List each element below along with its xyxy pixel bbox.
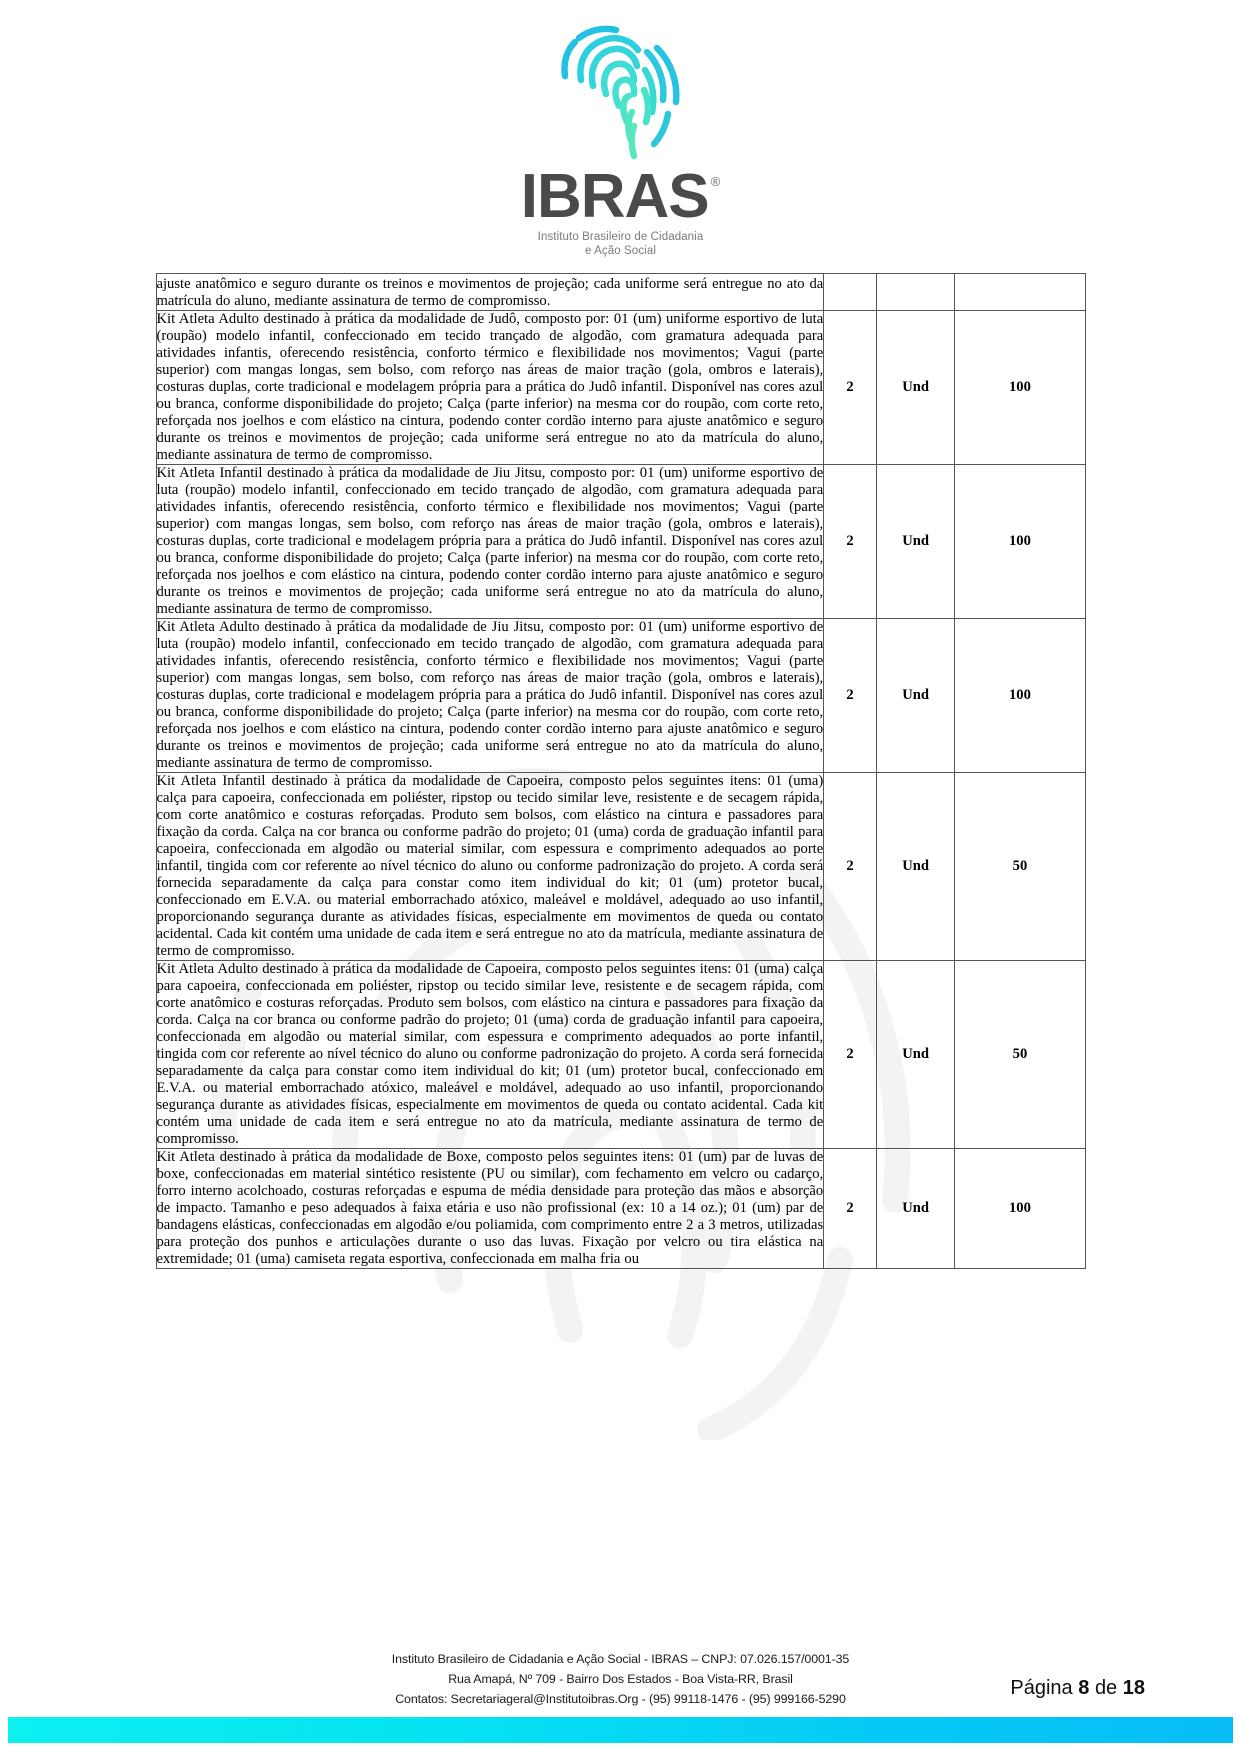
item-quantity-cell: 2 [824,1148,877,1268]
item-amount-cell: 100 [955,1148,1085,1268]
page-number-prefix: Página [1010,1677,1073,1699]
item-quantity-cell: 2 [824,464,877,618]
item-amount-cell: 100 [955,618,1085,772]
item-quantity-cell: 2 [824,960,877,1148]
item-quantity-cell: 2 [824,310,877,464]
item-description-cell: Kit Atleta Adulto destinado à prática da modalidade de Jiu Jitsu, composto por: 01 (um) uniforme esportivo de luta (roupão) modelo infantil, confeccionado em tecido trançado de algodão, com gramatura adequada para atividades infantis, oferecendo resistência, conforto térmico e flexibilidade nos movimentos; Vagui (parte superior) com mangas longas, sem bolso, com reforço nas áreas de maior tração (gola, ombros e laterais), costuras duplas, corte tradicional e modelagem própria para a prática do Judô infantil. Disponível nas cores azul ou branca, conforme disponibilidade do projeto; Calça (parte inferior) na mesma cor do roupão, com corte reto, reforçada nos joelhos e com elástico na cintura, podendo conter cordão interno para ajuste anatômico e seguro durante os treinos e movimentos de projeção; cada uniforme será entregue no ato da matrícula do aluno, mediante assinatura de termo de compromisso. [156,618,824,771]
footer-line-organization: Instituto Brasileiro de Cidadania e Ação Social - IBRAS – CNPJ: 07.026.157/0001-35 [391,1652,850,1666]
item-description-cell: Kit Atleta Infantil destinado à prática da modalidade de Jiu Jitsu, composto por: 01 (um) uniforme esportivo de luta (roupão) modelo infantil, confeccionado em tecido trançado de algodão, com gramatura adequada para atividades infantis, oferecendo resistência, conforto térmico e flexibilidade nos movimentos; Vagui (parte superior) com mangas longas, sem bolso, com reforço nas áreas de maior tração (gola, ombros e laterais), costuras duplas, corte tradicional e modelagem própria para a prática do Judô infantil. Disponível nas cores azul ou branca, conforme disponibilidade do projeto; Calça (parte inferior) na mesma cor do roupão, com corte reto, reforçada nos joelhos e com elástico na cintura, podendo conter cordão interno para ajuste anatômico e seguro durante os treinos e movimentos de projeção; cada uniforme será entregue no ato da matrícula do aluno, mediante assinatura de termo de compromisso. [156,464,824,617]
logo-tagline [538,230,704,259]
item-amount-cell: 100 [955,464,1085,618]
page-number-current: 8 [1078,1677,1090,1699]
item-unit-cell: Und [876,1148,954,1268]
table-row [156,960,1085,1148]
item-description-cell: Kit Atleta Infantil destinado à prática da modalidade de Capoeira, composto pelos seguintes itens: 01 (uma) calça para capoeira, confeccionada em poliéster, ripstop ou tecido similar leve, resistente e de secagem rápida, com corte anatômico e costuras reforçadas. Produto sem bolsos, com elástico na cintura e passadores para fixação da corda. Calça na cor branca ou conforme padrão do projeto; 01 (uma) corda de graduação infantil para capoeira, confeccionada em algodão ou material similar, com espessura e comprimento adequados ao porte infantil, tingida com cor referente ao nível técnico do aluno ou conforme padronização do projeto. A corda será fornecida separadamente da calça para constar como item individual do kit; 01 (um) protetor bucal, confeccionado em E.V.A. ou material emborrachado atóxico, maleável e moldável, adequado ao uso infantil, proporcionando segurança durante as atividades físicas, especialmente em movimentos de queda ou contato acidental. Cada kit contém uma unidade de cada item e será entregue no ato da matrícula, mediante assinatura de termo de compromisso. [156,772,824,959]
item-description-cell: ajuste anatômico e seguro durante os treinos e movimentos de projeção; cada uniforme será entregue no ato da matrícula do aluno, mediante assinatura de termo de compromisso. [156,273,824,310]
table-row [156,273,1085,310]
item-quantity-cell: 2 [824,772,877,960]
items-table-container [156,273,1086,1269]
item-quantity-cell [824,273,877,310]
item-description-cell: Kit Atleta Adulto destinado à prática da modalidade de Judô, composto por: 01 (um) uniforme esportivo de luta (roupão) modelo infantil, confeccionado em tecido trançado de algodão, com gramatura adequada para atividades infantis, oferecendo resistência, conforto térmico e flexibilidade nos movimentos; Vagui (parte superior) com mangas longas, sem bolso, com reforço nas áreas de maior tração (gola, ombros e laterais), costuras duplas, corte tradicional e modelagem própria para a prática do Judô infantil. Disponível nas cores azul ou branca, conforme disponibilidade do projeto; Calça (parte inferior) na mesma cor do roupão, com corte reto, reforçada nos joelhos e com elástico na cintura, podendo conter cordão interno para ajuste anatômico e seguro durante os treinos e movimentos de projeção; cada uniforme será entregue no ato da matrícula do aluno, mediante assinatura de termo de compromisso. [156,310,824,463]
item-unit-cell: Und [876,618,954,772]
item-description-cell: Kit Atleta destinado à prática da modalidade de Boxe, composto pelos seguintes itens: 01 (um) par de luvas de boxe, confeccionadas em material sintético resistente (PU ou similar), com fechamento em velcro ou cadarço, forro interno acolchoado, costuras reforçadas e espuma de média densidade para proteção das mãos e absorção de impacto. Tamanho e peso adequados à faixa etária e uso não profissional (ex: 10 a 14 oz.); 01 (um) par de bandagens elásticas, confeccionadas em algodão e/ou poliamida, com comprimento entre 2 a 3 metros, utilizadas para proteção dos punhos e articulações durante o uso das luvas. Fixação por velcro ou tira elástica na extremidade; 01 (uma) camiseta regata esportiva, confeccionada em malha fria ou [156,1148,824,1267]
table-row [156,464,1085,618]
item-unit-cell: Und [876,960,954,1148]
table-row [156,772,1085,960]
item-unit-cell: Und [876,310,954,464]
footer-accent-bar [8,1717,1233,1743]
logo-wordmark [520,162,721,231]
item-amount-cell: 100 [955,310,1085,464]
page-number-total: 18 [1122,1677,1145,1699]
items-table-body [156,273,1085,1268]
item-amount-cell: 50 [955,960,1085,1148]
logo-tagline-line-1: Instituto Brasileiro de Cidadania [537,230,704,243]
item-amount-cell [955,273,1085,310]
fingerprint-brazil-logo-icon [531,14,711,166]
table-row [156,1148,1085,1268]
item-quantity-cell: 2 [824,618,877,772]
page-footer [0,1635,1241,1755]
logo-wordmark-text: IBRAS [520,162,709,231]
footer-line-contacts: Contatos: Secretariageral@Institutoibras.Org - (95) 99118-1476 - (95) 999166-5290 [395,1692,846,1707]
item-description-cell: Kit Atleta Adulto destinado à prática da modalidade de Capoeira, composto pelos seguintes itens: 01 (uma) calça para capoeira, confeccionada em poliéster, ripstop ou tecido similar leve, resistente e de secagem rápida, com corte anatômico e costuras reforçadas. Produto sem bolsos, com elástico na cintura e passadores para fixação da corda. Calça na cor branca ou conforme padrão do projeto; 01 (uma) corda de graduação infantil para capoeira, confeccionada em algodão ou material similar, com espessura e comprimento adequados ao porte infantil, tingida com cor referente ao nível técnico do aluno ou conforme padronização do projeto. A corda será fornecida separadamente da calça para constar como item individual do kit; 01 (um) protetor bucal, confeccionado em E.V.A. ou material emborrachado atóxico, maleável e moldável, adequado ao uso infantil, proporcionando segurança durante as atividades físicas, especialmente em movimentos de queda ou contato acidental. Cada kit contém uma unidade de cada item e será entregue no ato da matrícula, mediante assinatura de termo de compromisso. [156,960,824,1147]
page-number-separator: de [1094,1677,1118,1699]
footer-line-address: Rua Amapá, Nº 709 - Bairro Dos Estados - Boa Vista-RR, Brasil [448,1672,793,1687]
item-unit-cell: Und [876,464,954,618]
logo-tagline-line-2: e Ação Social [584,245,656,258]
item-unit-cell [876,273,954,310]
item-amount-cell: 50 [955,772,1085,960]
item-unit-cell: Und [876,772,954,960]
page-number [1010,1677,1145,1700]
table-row [156,310,1085,464]
items-table [156,273,1086,1269]
ibras-logo [491,14,751,259]
page-header [0,0,1241,259]
table-row [156,618,1085,772]
registered-trademark-icon: ® [710,174,721,189]
